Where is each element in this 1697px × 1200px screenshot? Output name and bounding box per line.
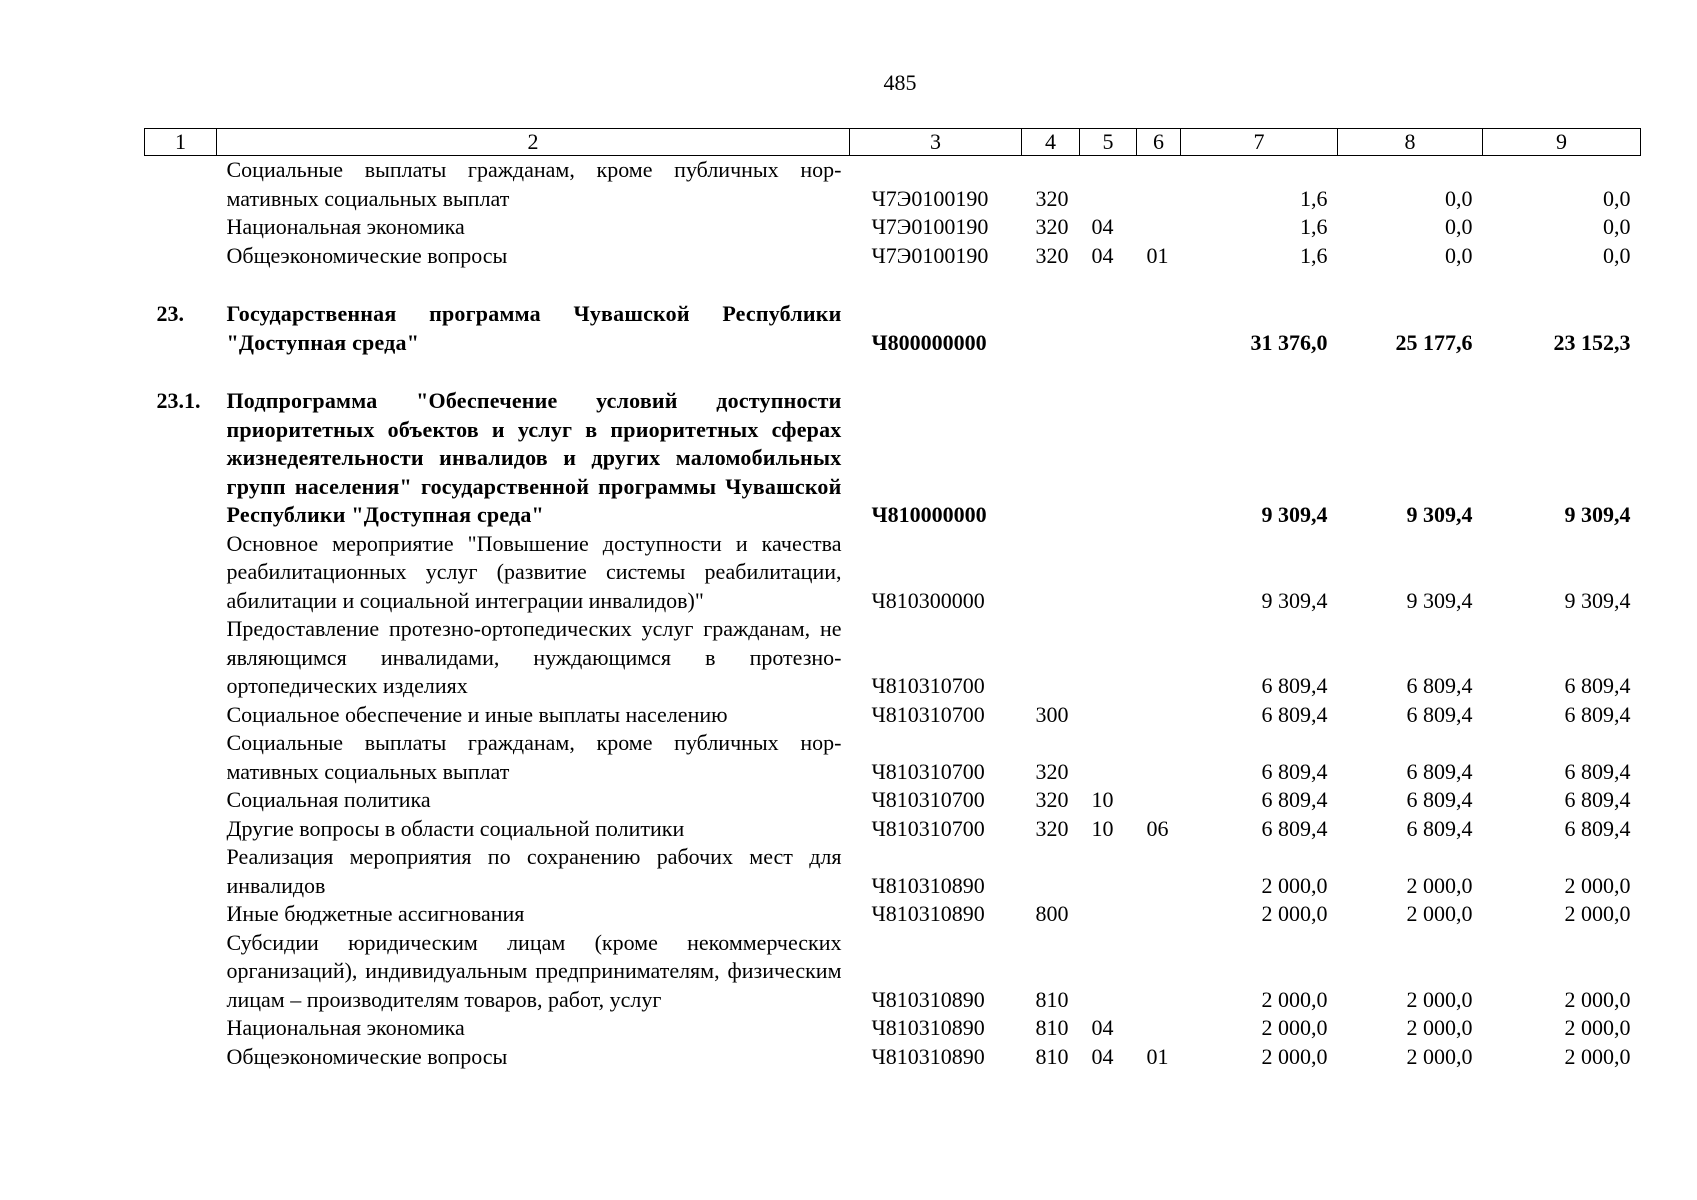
- table-row: [145, 300, 1641, 357]
- table-row: [145, 213, 1641, 242]
- amount-column-9: 23 152,3: [1553, 329, 1631, 355]
- amount-column-7: 2 000,0: [1261, 872, 1328, 898]
- table-row: [145, 242, 1641, 271]
- amount-column-8: 6 809,4: [1406, 787, 1473, 812]
- amount-column-9: 9 309,4: [1564, 502, 1631, 527]
- section-code: 04: [1091, 242, 1114, 268]
- amount-column-8: 2 000,0: [1406, 901, 1473, 926]
- table-row: [145, 1043, 1641, 1072]
- row-number: [145, 815, 217, 844]
- amount-column-9: 9 309,4: [1564, 587, 1631, 613]
- column-header-6: 6: [1137, 129, 1181, 156]
- row-number: [145, 900, 217, 929]
- row-name: Социальное обеспечение и иные выплаты населению: [226, 701, 728, 727]
- target-article-code: Ч810300000: [871, 587, 985, 613]
- column-header-4: 4: [1022, 129, 1080, 156]
- row-number: 23.: [156, 301, 184, 326]
- table-row: [145, 900, 1641, 929]
- section-code: [1080, 929, 1137, 1015]
- amount-column-9: 0,0: [1603, 214, 1631, 239]
- section-code: 10: [1091, 815, 1114, 841]
- row-number: [145, 530, 217, 616]
- table-row: [145, 815, 1641, 844]
- target-article-code: Ч800000000: [871, 329, 987, 355]
- section-code: [1080, 387, 1137, 530]
- section-code: 04: [1091, 1043, 1114, 1069]
- row-name: Подпрограмма "Обеспечение условий доступности приоритетных объектов и услуг в приоритетных сферах жизнедеятельности инвалидов и других маломобильных групп населения" государственной программы Чувашской Республики "Доступная среда": [226, 388, 842, 527]
- row-number: [145, 786, 217, 815]
- expense-type-code: 320: [1035, 242, 1069, 268]
- target-article-code: Ч810310700: [871, 815, 985, 841]
- row-name: Национальная экономика: [226, 214, 465, 239]
- amount-column-7: 9 309,4: [1261, 502, 1328, 527]
- expense-type-code: [1022, 615, 1080, 701]
- amount-column-9: 2 000,0: [1564, 1043, 1631, 1069]
- target-article-code: Ч810310700: [871, 701, 985, 727]
- amount-column-7: 2 000,0: [1261, 986, 1328, 1012]
- amount-column-9: 6 809,4: [1564, 815, 1631, 841]
- amount-column-8: 0,0: [1445, 214, 1473, 239]
- row-number: 23.1.: [156, 388, 201, 413]
- expense-type-code: 320: [1035, 787, 1069, 812]
- subsection-code: 06: [1146, 815, 1169, 841]
- spacer-cell: [145, 357, 1641, 387]
- amount-column-7: 2 000,0: [1261, 901, 1328, 926]
- subsection-code: [1137, 387, 1181, 530]
- table-row: [145, 729, 1641, 786]
- target-article-code: Ч810310890: [871, 986, 985, 1012]
- table-row: [145, 387, 1641, 530]
- section-code: 04: [1091, 1015, 1114, 1040]
- subsection-code: [1137, 929, 1181, 1015]
- subsection-code: [1137, 213, 1181, 242]
- row-number: [145, 213, 217, 242]
- row-name: Другие вопросы в области социальной политики: [226, 815, 685, 841]
- table-row: [145, 1014, 1641, 1043]
- amount-column-8: 2 000,0: [1406, 986, 1473, 1012]
- expense-type-code: 300: [1035, 701, 1069, 727]
- target-article-code: Ч810310890: [871, 901, 985, 926]
- amount-column-8: 0,0: [1445, 242, 1473, 268]
- target-article-code: Ч810310890: [871, 1015, 985, 1040]
- table-body: [145, 156, 1641, 1072]
- column-header-8: 8: [1338, 129, 1483, 156]
- section-code: [1080, 843, 1137, 900]
- amount-column-9: 6 809,4: [1564, 673, 1631, 698]
- target-article-code: Ч7Э0100190: [871, 242, 989, 268]
- subsection-code: [1137, 1014, 1181, 1043]
- expense-type-code: 810: [1035, 986, 1069, 1012]
- column-header-9: 9: [1483, 129, 1641, 156]
- row-number: [145, 843, 217, 900]
- amount-column-7: 6 809,4: [1261, 758, 1328, 784]
- amount-column-8: 6 809,4: [1406, 815, 1473, 841]
- row-name: Социальные выплаты гражданам, кроме публичных нормативных социальных выплат: [226, 730, 842, 784]
- amount-column-8: 6 809,4: [1406, 673, 1473, 698]
- row-spacer: [145, 357, 1641, 387]
- expense-type-code: 810: [1035, 1015, 1069, 1040]
- amount-column-7: 6 809,4: [1261, 815, 1328, 841]
- table-row: [145, 530, 1641, 616]
- table-row: [145, 615, 1641, 701]
- subsection-code: [1137, 900, 1181, 929]
- amount-column-7: 6 809,4: [1261, 673, 1328, 698]
- subsection-code: [1137, 300, 1181, 357]
- target-article-code: Ч7Э0100190: [871, 214, 989, 239]
- column-header-2: 2: [217, 129, 850, 156]
- page-number: 485: [883, 70, 917, 95]
- section-code: [1080, 701, 1137, 730]
- row-spacer: [145, 270, 1641, 300]
- table-row: [145, 843, 1641, 900]
- subsection-code: 01: [1146, 242, 1169, 268]
- amount-column-7: 6 809,4: [1261, 787, 1328, 812]
- row-name: Государственная программа Чувашской Республики "Доступная среда": [226, 301, 842, 355]
- amount-column-8: 25 177,6: [1395, 329, 1473, 355]
- row-number: [145, 156, 217, 214]
- column-header-3: 3: [850, 129, 1022, 156]
- expense-type-code: 320: [1035, 185, 1069, 211]
- section-code: [1080, 156, 1137, 214]
- row-name: Предоставление протезно-ортопедических услуг гражданам, не являющимся инвалидами, нуждающимся в протезно-ортопедических изделиях: [226, 616, 842, 698]
- subsection-code: [1137, 615, 1181, 701]
- row-number: [145, 701, 217, 730]
- amount-column-7: 9 309,4: [1261, 587, 1328, 613]
- amount-column-9: 2 000,0: [1564, 901, 1631, 926]
- expense-type-code: 320: [1035, 758, 1069, 784]
- amount-column-9: 6 809,4: [1564, 758, 1631, 784]
- row-number: [145, 1043, 217, 1072]
- row-name: Субсидии юридическим лицам (кроме некоммерческих организаций), индивидуальным предпринимателям, физическим лицам – производителям товаров, работ, услуг: [226, 929, 842, 1012]
- table-row: [145, 701, 1641, 730]
- target-article-code: Ч810310700: [871, 673, 985, 698]
- amount-column-8: 2 000,0: [1406, 1015, 1473, 1040]
- subsection-code: 01: [1146, 1043, 1169, 1069]
- subsection-code: [1137, 843, 1181, 900]
- row-number: [145, 242, 217, 271]
- amount-column-9: 2 000,0: [1564, 1015, 1631, 1040]
- amount-column-7: 2 000,0: [1261, 1043, 1328, 1069]
- expense-type-code: [1022, 843, 1080, 900]
- expense-type-code: 810: [1035, 1043, 1069, 1069]
- expense-type-code: [1022, 530, 1080, 616]
- row-number: [145, 1014, 217, 1043]
- table-row: [145, 786, 1641, 815]
- amount-column-9: 0,0: [1603, 242, 1631, 268]
- target-article-code: Ч810000000: [871, 502, 987, 527]
- table-row: [145, 929, 1641, 1015]
- column-header-1: 1: [145, 129, 217, 156]
- row-number: [145, 929, 217, 1015]
- target-article-code: Ч810310700: [871, 787, 985, 812]
- row-name: Социальные выплаты гражданам, кроме публичных нормативных социальных выплат: [226, 157, 842, 211]
- row-name: Общеэкономические вопросы: [226, 1043, 508, 1069]
- amount-column-9: 6 809,4: [1564, 787, 1631, 812]
- amount-column-8: 6 809,4: [1406, 758, 1473, 784]
- section-code: [1080, 615, 1137, 701]
- row-number: [145, 615, 217, 701]
- section-code: [1080, 300, 1137, 357]
- amount-column-7: 31 376,0: [1250, 329, 1328, 355]
- amount-column-9: 0,0: [1603, 185, 1631, 211]
- subsection-code: [1137, 729, 1181, 786]
- section-code: [1080, 729, 1137, 786]
- section-code: 10: [1091, 787, 1114, 812]
- target-article-code: Ч810310890: [871, 872, 985, 898]
- expense-type-code: [1022, 387, 1080, 530]
- amount-column-8: 2 000,0: [1406, 872, 1473, 898]
- expense-type-code: [1022, 300, 1080, 357]
- expense-type-code: 320: [1035, 214, 1069, 239]
- amount-column-7: 6 809,4: [1261, 701, 1328, 727]
- amount-column-7: 1,6: [1300, 185, 1328, 211]
- table-row: [145, 156, 1641, 214]
- column-header-7: 7: [1181, 129, 1338, 156]
- amount-column-8: 0,0: [1445, 185, 1473, 211]
- amount-column-8: 2 000,0: [1406, 1043, 1473, 1069]
- amount-column-7: 1,6: [1300, 214, 1328, 239]
- section-code: [1080, 530, 1137, 616]
- expense-type-code: 320: [1035, 815, 1069, 841]
- amount-column-8: 9 309,4: [1406, 502, 1473, 527]
- section-code: 04: [1091, 214, 1114, 239]
- target-article-code: Ч7Э0100190: [871, 185, 989, 211]
- amount-column-8: 6 809,4: [1406, 701, 1473, 727]
- expense-type-code: 800: [1035, 901, 1069, 926]
- subsection-code: [1137, 701, 1181, 730]
- target-article-code: Ч810310700: [871, 758, 985, 784]
- subsection-code: [1137, 156, 1181, 214]
- amount-column-8: 9 309,4: [1406, 587, 1473, 613]
- subsection-code: [1137, 786, 1181, 815]
- row-name: Социальная политика: [226, 787, 431, 812]
- row-name: Иные бюджетные ассигнования: [226, 901, 525, 926]
- amount-column-7: 1,6: [1300, 242, 1328, 268]
- column-number-header-row: [145, 129, 1641, 156]
- amount-column-9: 6 809,4: [1564, 701, 1631, 727]
- row-number: [145, 729, 217, 786]
- row-name: Реализация мероприятия по сохранению рабочих мест для инвалидов: [226, 844, 842, 898]
- amount-column-9: 2 000,0: [1564, 872, 1631, 898]
- section-code: [1080, 900, 1137, 929]
- row-name: Национальная экономика: [226, 1015, 465, 1040]
- target-article-code: Ч810310890: [871, 1043, 985, 1069]
- spacer-cell: [145, 270, 1641, 300]
- budget-table: [144, 128, 1641, 1071]
- column-header-5: 5: [1080, 129, 1137, 156]
- row-name: Основное мероприятие "Повышение доступности и качества реабилитационных услуг (развитие системы реабилитации, абилитации и социальной интеграции инвалидов)": [226, 530, 842, 613]
- amount-column-7: 2 000,0: [1261, 1015, 1328, 1040]
- amount-column-9: 2 000,0: [1564, 986, 1631, 1012]
- row-name: Общеэкономические вопросы: [226, 242, 508, 268]
- subsection-code: [1137, 530, 1181, 616]
